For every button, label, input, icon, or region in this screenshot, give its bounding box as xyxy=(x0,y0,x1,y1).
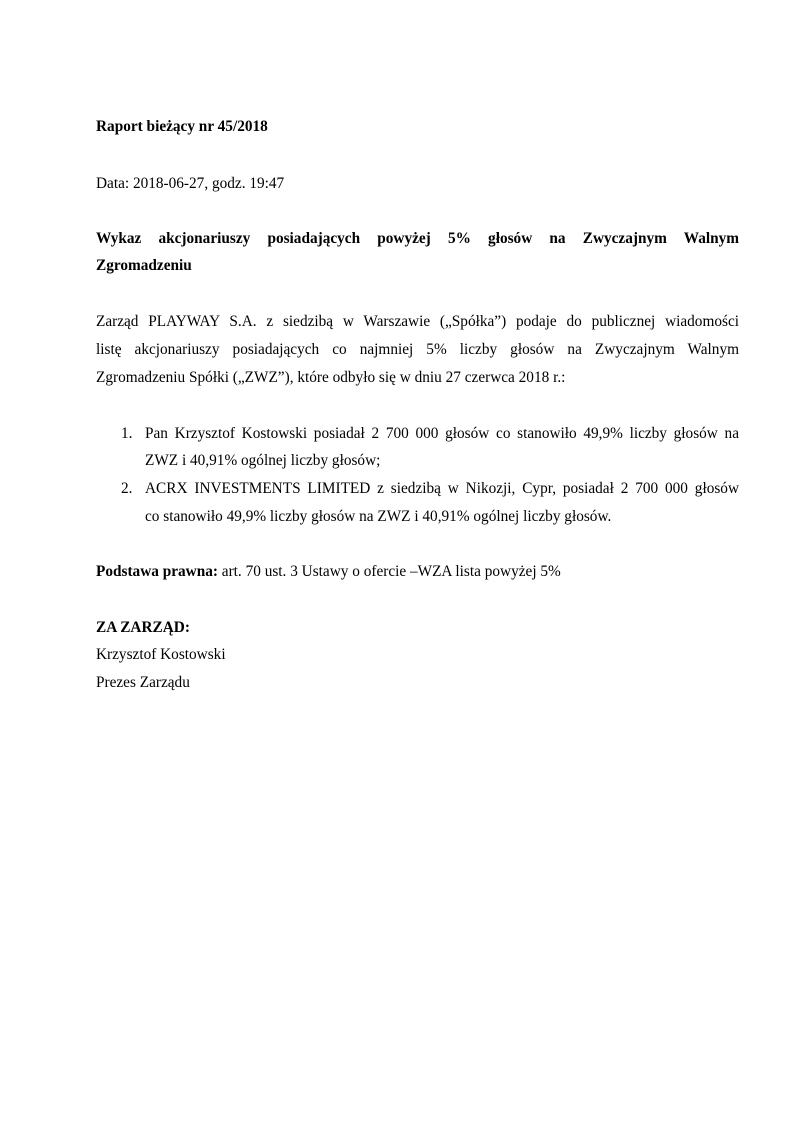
legal-basis-label: Podstawa prawna: xyxy=(96,563,218,580)
signature-heading: ZA ZARZĄD: xyxy=(96,619,190,636)
subject-line-2: Zgromadzeniu xyxy=(96,257,192,274)
legal-basis-text: art. 70 ust. 3 Ustawy o ofercie –WZA lista powyżej 5% xyxy=(217,563,561,580)
intro-line-2: listę akcjonariuszy posiadających co najmniej 5% liczby głosów na Zwyczajnym Walnym xyxy=(96,341,739,358)
signature-role: Prezes Zarządu xyxy=(96,674,190,691)
report-date: Data: 2018-06-27, godz. 19:47 xyxy=(96,175,285,192)
intro-line-3: Zgromadzeniu Spółki („ZWZ”), które odbyło się w dniu 27 czerwca 2018 r.: xyxy=(96,369,566,386)
list-item-number: 2. xyxy=(121,480,133,497)
legal-basis xyxy=(96,563,561,581)
signature-name: Krzysztof Kostowski xyxy=(96,646,226,663)
report-title: Raport bieżący nr 45/2018 xyxy=(96,118,268,135)
intro-line-1: Zarząd PLAYWAY S.A. z siedzibą w Warszawie („Spółka”) podaje do publicznej wiadomości xyxy=(96,313,739,330)
list-item-line-2: co stanowiło 49,9% liczby głosów na ZWZ i 40,91% ogólnej liczby głosów. xyxy=(145,508,612,525)
list-item-line-1: ACRX INVESTMENTS LIMITED z siedzibą w Nikozji, Cypr, posiadał 2 700 000 głosów xyxy=(145,480,739,497)
list-item-line-2: ZWZ i 40,91% ogólnej liczby głosów; xyxy=(145,452,381,469)
list-item-line-1: Pan Krzysztof Kostowski posiadał 2 700 000 głosów co stanowiło 49,9% liczby głosów na xyxy=(145,425,739,442)
subject-line-1: Wykaz akcjonariuszy posiadających powyżej 5% głosów na Zwyczajnym Walnym xyxy=(96,230,739,247)
list-item-number: 1. xyxy=(121,425,133,442)
